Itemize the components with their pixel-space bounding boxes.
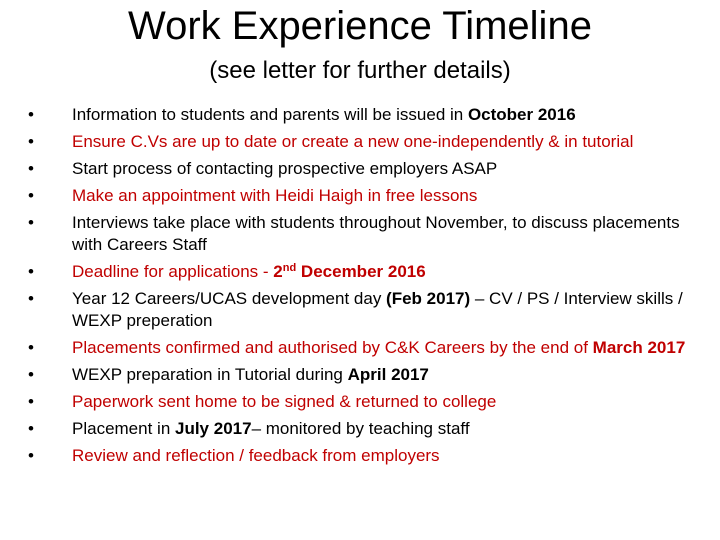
text-segment: Deadline for applications - (72, 262, 274, 281)
bullet-icon: • (28, 365, 34, 384)
timeline-item (0, 158, 720, 180)
timeline-item (0, 104, 720, 126)
timeline-item-text (72, 186, 477, 205)
timeline-item-text (72, 365, 429, 384)
timeline-item (0, 212, 720, 256)
text-segment: Review and reflection / feedback from employers (72, 446, 440, 465)
text-segment: – CV / PS / Interview skills / WEXP preperation (72, 289, 683, 330)
timeline-item (0, 418, 720, 440)
slide-title: Work Experience Timeline (128, 4, 592, 48)
bullet-icon: • (28, 132, 34, 151)
bullet-icon: • (28, 392, 34, 411)
timeline-item (0, 445, 720, 467)
timeline-item-text (72, 105, 576, 124)
timeline-item-text (72, 132, 633, 151)
timeline-item (0, 185, 720, 207)
timeline-item-text (72, 159, 497, 178)
emphasis-text: July 2017 (175, 419, 252, 438)
text-segment: Information to students and parents will be issued in (72, 105, 468, 124)
bullet-icon: • (28, 289, 34, 308)
timeline-item-text (72, 446, 440, 465)
timeline-item-text (72, 289, 683, 330)
text-segment: Placements confirmed and authorised by C&K Careers by the end of (72, 338, 593, 357)
text-segment: – monitored by teaching staff (251, 419, 470, 438)
timeline-item-text (72, 392, 496, 411)
emphasis-text: nd (282, 262, 297, 274)
text-segment: Year 12 Careers/UCAS development day (72, 289, 387, 308)
timeline-item (0, 391, 720, 413)
text-segment: Ensure C.Vs are up to date or create a new one-independently & in tutorial (72, 132, 634, 151)
bullet-icon: • (28, 105, 34, 124)
bullet-icon: • (28, 186, 34, 205)
bullet-icon: • (28, 159, 34, 178)
bullet-icon: • (28, 338, 34, 357)
text-segment: Start process of contacting prospective employers ASAP (72, 159, 498, 178)
timeline-item (0, 364, 720, 386)
emphasis-text: 2 (273, 262, 283, 281)
bullet-icon: • (28, 419, 34, 438)
emphasis-text: April 2017 (347, 365, 429, 384)
bullet-icon: • (28, 446, 34, 465)
timeline-item-text (72, 419, 470, 438)
text-segment: Placement in (72, 419, 175, 438)
timeline-bullet-list (0, 104, 720, 472)
emphasis-text: October 2016 (467, 105, 576, 124)
timeline-item (0, 288, 720, 332)
text-segment: Make an appointment with Heidi Haigh in free lessons (72, 186, 478, 205)
bullet-icon: • (28, 262, 34, 281)
timeline-item-text (72, 213, 680, 254)
timeline-item (0, 261, 720, 283)
timeline-item-text (72, 338, 685, 357)
bullet-icon: • (28, 213, 34, 232)
text-segment: WEXP preparation in Tutorial during (72, 365, 348, 384)
text-segment: Paperwork sent home to be signed & returned to college (72, 392, 497, 411)
emphasis-text: December 2016 (296, 262, 426, 281)
slide-subtitle: (see letter for further details) (209, 57, 511, 84)
text-segment: Interviews take place with students throughout November, to discuss placements with Careers Staff (72, 213, 680, 254)
emphasis-text: March 2017 (592, 338, 686, 357)
emphasis-text: (Feb 2017) (386, 289, 471, 308)
timeline-item (0, 337, 720, 359)
timeline-item (0, 131, 720, 153)
timeline-item-text (72, 262, 426, 281)
